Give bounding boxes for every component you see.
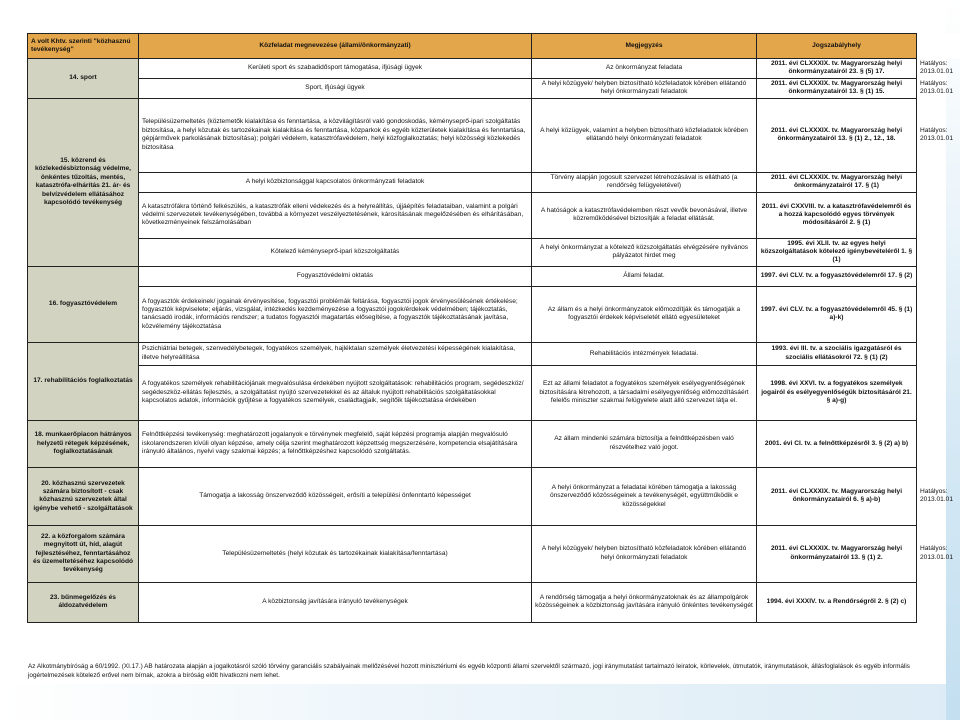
public-tasks-table-container bbox=[27, 33, 960, 623]
category-cell: 14. sport bbox=[28, 59, 139, 99]
header-extra bbox=[917, 34, 960, 59]
effective-date-cell: Hatályos: 2013.01.01 bbox=[920, 79, 954, 96]
table-row bbox=[28, 420, 960, 467]
effective-date-cell bbox=[917, 238, 960, 266]
note-cell: A helyi önkormányzat a feladatai körében támogatja a lakosság önszerveződő közösségeinek a tevékenységét, együttműködik e közösségekkel bbox=[532, 467, 757, 525]
task-cell: Támogatja a lakosság önszerveződő közösségeit, erősíti a települési önfenntartó képességet bbox=[139, 467, 532, 525]
header-former-activity: A volt Khtv. szerinti "közhasznú tevékenység" bbox=[28, 34, 139, 59]
task-cell: A közbiztonság javítására irányuló tevékenységek bbox=[139, 582, 532, 622]
table-row bbox=[28, 582, 960, 622]
table-header-row bbox=[28, 34, 960, 59]
slide-background-bottom bbox=[0, 684, 960, 720]
note-cell: A helyi közügyek/ helyben biztosítható közfeladatok körében ellátandó helyi önkormányzati feladatok bbox=[532, 525, 757, 582]
category-cell: 17. rehabilitációs foglalkoztatás bbox=[28, 342, 139, 420]
table-row bbox=[28, 59, 960, 79]
note-cell: Állami feladat. bbox=[532, 266, 757, 286]
note-cell: A helyi közügyek/ helyben biztosítható közfeladatok körében ellátandó helyi önkormányzati feladatok bbox=[532, 78, 757, 98]
category-cell: 23. bűnmegelőzés és áldozatvédelem bbox=[28, 582, 139, 622]
note-cell: A helyi önkormányzat a kötelező közszolgáltatás elvégzésére nyilvános pályázatot hirdet meg bbox=[532, 238, 757, 266]
task-cell: Fogyasztóvédelmi oktatás bbox=[139, 266, 532, 286]
table-row bbox=[28, 365, 960, 420]
footnote: Az Alkotmánybíróság a 60/1992. (XI.17.) AB határozata alapján a jogalkotásról szóló törvény garanciális szabályainak mellőzésével hozott minisztériumi és egyéb központi állami szervektől származó, jogi iránymutatást tartalmazó leiratok, körlevelek, útmutatók, iránymutatások, állásfoglalások és egyéb informális jogértelmezések kötelező erővel nem bírnak, azokra a bíróság előtt hivatkozni nem lehet. bbox=[28, 663, 910, 679]
category-cell: 22. a közforgalom számára megnyitott út, híd, alagút fejlesztéséhez, fenntartásához és üzemeltetéséhez kapcsolódó tevékenység bbox=[28, 525, 139, 582]
law-cell: 1998. évi XXVI. tv. a fogyatékos személyek jogairól és esélyegyenlőségük biztosításáról 21. § a)-g) bbox=[757, 365, 917, 420]
law-cell: 1993. évi III. tv. a szociális igazgatásról és szociális ellátásokról 72. § (1) (2) bbox=[757, 342, 917, 365]
note-cell: A hatóságok a katasztrófavédelemben részt vevők bevonásával, illetve közreműködésével biztosítják a feladat ellátását. bbox=[532, 192, 757, 238]
task-cell: A katasztrófákra történő felkészülés, a katasztrófák elleni védekezés és a helyreállítás, újjáépítés feladataiban, valamint a polgári védelmi szervezetek tevékenységében, továbbá a környezet veszélyeztetésének, károsításának megelőzésében és elhárításában, következményeinek felszámolásában bbox=[139, 192, 532, 238]
law-cell: 2011. évi CLXXXIX. tv. Magyarország helyi önkormányzatairól 17. § (1) bbox=[757, 172, 917, 192]
effective-date-cell bbox=[917, 192, 960, 238]
effective-date-cell bbox=[917, 582, 960, 622]
note-cell: Ezt az állami feladatot a fogyatékos személyek esélyegyenlőségének biztosítására létrehozott, a társadalmi esélyegyenlőség előmozdításáért felelős miniszter szakmai felügyelete alatt álló szervezet látja el. bbox=[532, 365, 757, 420]
task-cell: A fogyasztók érdekeinek/ jogainak érvényesítése, fogyasztói problémák feltárása, fogyasztói jogok érvényesülésének értékelése; fogyasztók képviselete; eljárás, vizsgálat, intézkedés kezdeményezése a fogyasztói jogok/érdekek védelmében; tájékoztatás, tanácsadó irodák, információs rendszer; a tudatos fogyasztói magatartás elősegítése, a fogyasztók tájékoztatásának javítása, közvélemény tájékoztatása bbox=[139, 286, 532, 342]
note-cell: A helyi közügyek, valamint a helyben biztosítható közfeladatok körében ellátandó helyi önkormányzati feladatok bbox=[532, 98, 757, 172]
table-row bbox=[28, 525, 960, 582]
header-note: Megjegyzés bbox=[532, 34, 757, 59]
category-cell: 18. munkaerőpiacon hátrányos helyzetű rétegek képzésének, foglalkoztatásának bbox=[28, 420, 139, 467]
law-cell: 1994. évi XXXIV. tv. a Rendőrségről 2. § (2) c) bbox=[757, 582, 917, 622]
table-row bbox=[28, 78, 960, 98]
task-cell: A fogyatékos személyek rehabilitációjának megvalósulása érdekében nyújtott szolgáltatások: rehabilitációs program, segédeszköz/ segédeszköz-ellátás fejlesztés, a szolgáltatást nyújtó szervezetekkel és az általuk nyújtott rehabilitációs szolgáltatásokkal kapcsolatos adatok, információk gyűjtése a fogyatékos személyek, családtagjaik, segítőik tájékoztatása érdekében bbox=[139, 365, 532, 420]
note-cell: Az állam mindenki számára biztosítja a felnőttképzésben való részvételhez való jogot. bbox=[532, 420, 757, 467]
effective-date-cell: Hatályos: 2013.01.01 bbox=[920, 126, 954, 143]
table-row bbox=[28, 342, 960, 365]
effective-date-cell bbox=[917, 365, 960, 420]
category-cell: 16. fogyasztóvédelem bbox=[28, 266, 139, 342]
effective-date-cell bbox=[917, 342, 960, 365]
task-cell: Kerületi sport és szabadidősport támogatása, ifjúsági ügyek bbox=[139, 59, 532, 79]
note-cell: Rehabilitációs intézmények feladatai. bbox=[532, 342, 757, 365]
effective-date-cell: Hatályos: 2013.01.01 bbox=[920, 545, 954, 561]
task-cell: A helyi közbiztonsággal kapcsolatos önkormányzati feladatok bbox=[139, 172, 532, 192]
task-cell: Sport, ifjúsági ügyek bbox=[139, 78, 532, 98]
table-row bbox=[28, 192, 960, 238]
table-body bbox=[28, 59, 960, 623]
table-row bbox=[28, 172, 960, 192]
category-cell: 15. közrend és közlekedésbiztonság védelme, önkéntes tűzoltás, mentés, katasztrófa-elhárítás 21. ár- és belvízvédelem ellátásához kapcsolódó tevékenység bbox=[28, 98, 139, 266]
law-cell: 2011. évi CLXXXIX. tv. Magyarország helyi önkormányzatairól 23. § (5) 17. bbox=[757, 59, 917, 79]
note-cell: Törvény alapján jogosult szervezet létrehozásával is ellátható (a rendőrség felügyeletével) bbox=[532, 172, 757, 192]
law-cell: 2011. évi CXXVIII. tv. a katasztrófavédelemről és a hozzá kapcsolódó egyes törvények módosításáról 2. § (1) bbox=[757, 192, 917, 238]
task-cell: Településüzemeltetés (helyi közutak és tartozékainak kialakítása/fenntartása) bbox=[139, 525, 532, 582]
law-cell: 1995. évi XLII. tv. az egyes helyi közszolgáltatások kötelező igénybevételéről 1. § (1) bbox=[757, 238, 917, 266]
effective-date-cell bbox=[917, 286, 960, 342]
task-cell: Kötelező kéményseprő-ipari közszolgáltatás bbox=[139, 238, 532, 266]
category-cell: 20. közhasznú szervezetek számára biztosított - csak közhasznú szervezetek által igénybe vehető - szolgáltatások bbox=[28, 467, 139, 525]
table-row bbox=[28, 467, 960, 525]
effective-date-cell: Hatályos: 2013.01.01 bbox=[920, 487, 954, 504]
note-cell: Az állam és a helyi önkormányzatok előmozdítják és támogatják a fogyasztói érdekek képviseletét ellátó egyesületeket bbox=[532, 286, 757, 342]
table-row bbox=[28, 286, 960, 342]
note-cell: Az önkormányzat feladata bbox=[532, 59, 757, 79]
task-cell: Településüzemeltetés (köztemetők kialakítása és fenntartása, a közvilágításról való gondoskodás, kéményseprő-ipari szolgáltatás biztosítása, a helyi közutak és tartozékainak kialakítása és fenntartása, közparkok és egyéb közterületek kialakítása és fenntartása, gépjárművek parkolásának biztosítása); polgári védelem, katasztrófavédelem, helyi közfoglalkoztatás; helyi közösségi közlekedés biztosítása bbox=[139, 98, 532, 172]
public-tasks-table bbox=[27, 33, 960, 623]
law-cell: 1997. évi CLV. tv. a fogyasztóvédelemről 17. § (2) bbox=[757, 266, 917, 286]
table-row bbox=[28, 98, 960, 172]
effective-date-cell bbox=[917, 420, 960, 467]
law-cell: 1997. évi CLV. tv. a fogyasztóvédelemről 45. § (1) a)-k) bbox=[757, 286, 917, 342]
header-public-task: Közfeladat megnevezése (állami/önkormányzati) bbox=[139, 34, 532, 59]
effective-date-cell: Hatályos: 2013.01.01 bbox=[920, 60, 954, 76]
table-row bbox=[28, 238, 960, 266]
task-cell: Pszichiátriai betegek, szenvedélybetegek, fogyatékos személyek, hajléktalan személyek életvezetési képességének kialakítása, illetve helyreállítása bbox=[139, 342, 532, 365]
effective-date-cell bbox=[917, 172, 960, 192]
law-cell: 2011. évi CLXXXIX. tv. Magyarország helyi önkormányzatairól 13. § (1) 2. bbox=[757, 525, 917, 582]
law-cell: 2001. évi CI. tv. a felnőttképzésről 3. § (2) a) b) bbox=[757, 420, 917, 467]
table-row bbox=[28, 266, 960, 286]
law-cell: 2011. évi CLXXXIX. tv. Magyarország helyi önkormányzatairól 13. § (1) 2., 12., 18. bbox=[757, 98, 917, 172]
law-cell: 2011. évi CLXXXIX. tv. Magyarország helyi önkormányzatairól 13. § (1) 15. bbox=[757, 78, 917, 98]
task-cell: Felnőttképzési tevékenység: meghatározott jogalanyok e törvénynek megfelelő, saját képzési programja alapján megvalósuló iskolarendszeren kívüli olyan képzése, amely célja szerint meghatározott képzettség megszerzésére, kompetencia elsajátítására irányuló általános, nyelvi vagy szakmai képzés; a felnőttképzéshez kapcsolódó szolgáltatás. bbox=[139, 420, 532, 467]
note-cell: A rendőrség támogatja a helyi önkormányzatoknak és az állampolgárok közösségeinek a közbiztonság javítására irányuló önkéntes tevékenységét bbox=[532, 582, 757, 622]
header-legal-reference: Jogszabályhely bbox=[757, 34, 917, 59]
law-cell: 2011. évi CLXXXIX. tv. Magyarország helyi önkormányzatairól 6. § a)-b) bbox=[757, 467, 917, 525]
effective-date-cell bbox=[917, 266, 960, 286]
